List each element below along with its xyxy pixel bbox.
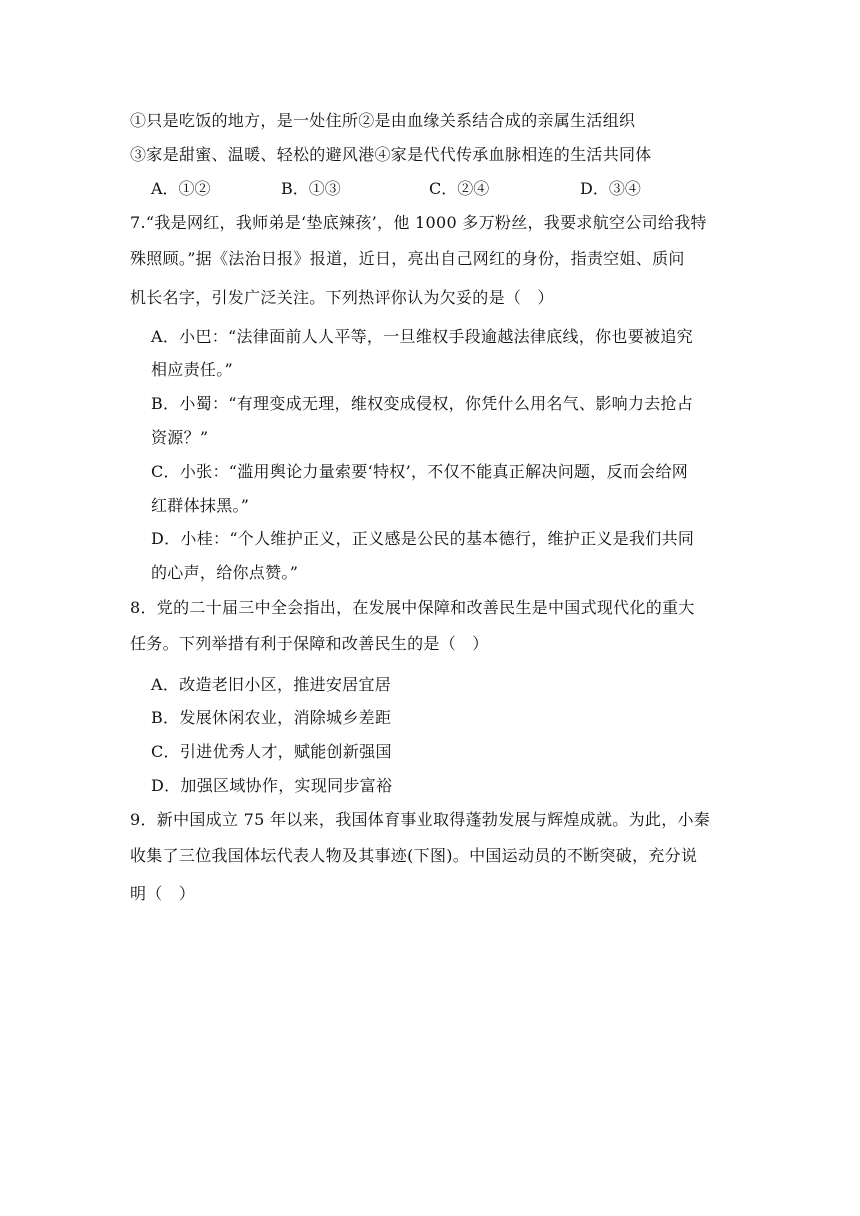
q7-option-c-line-2: 红群体抹黑。” — [151, 496, 250, 515]
q9-stem-line-3: 明（ ） — [130, 884, 196, 903]
q6-option-b[interactable]: B．①③ — [281, 179, 341, 198]
q9-stem-line-2: 收集了三位我国体坛代表人物及其事迹(下图)。中国运动员的不断突破，充分说 — [130, 846, 698, 865]
q6-option-a[interactable]: A．①② — [151, 179, 211, 198]
q7-option-d-line-2: 的心声，给你点赞。” — [151, 563, 299, 582]
q8-option-a[interactable]: A．改造老旧小区，推进安居宜居 — [151, 675, 392, 694]
q7-stem-line-3: 机长名字，引发广泛关注。下列热评你认为欠妥的是（ ） — [130, 288, 554, 307]
q8-option-b[interactable]: B．发展休闲农业，消除城乡差距 — [151, 708, 392, 727]
q8-stem-line-1: 8．党的二十届三中全会指出，在发展中保障和改善民生是中国式现代化的重大 — [130, 598, 695, 617]
q6-options — [151, 179, 711, 199]
q7-stem-line-2: 殊照顾。”据《法治日报》报道，近日，亮出自己网红的身份，指责空姐、质问 — [130, 249, 685, 268]
q7-option-a-line-2: 相应责任。” — [151, 360, 233, 379]
q8-option-d[interactable]: D．加强区域协作，实现同步富裕 — [151, 776, 393, 795]
q7-stem-line-1: 7.“我是网红，我师弟是‘垫底辣孩’，他 1000 多万粉丝，我要求航空公司给我特 — [130, 213, 707, 232]
q6-statement-line-2: ③家是甜蜜、温暖、轻松的避风港④家是代代传承血脉相连的生活共同体 — [130, 145, 652, 164]
q6-option-c[interactable]: C．②④ — [429, 179, 490, 198]
q8-option-c[interactable]: C．引进优秀人才，赋能创新强国 — [151, 742, 392, 761]
q7-option-d-line-1[interactable]: D．小桂：“个人维护正义，正义感是公民的基本德行，维护正义是我们共同 — [151, 529, 695, 548]
q7-option-b-line-2: 资源？” — [151, 428, 209, 447]
q7-option-a-line-1[interactable]: A．小巴：“法律面前人人平等，一旦维权手段逾越法律底线，你也要被追究 — [151, 327, 693, 346]
q9-stem-line-1: 9．新中国成立 75 年以来，我国体育事业取得蓬勃发展与辉煌成就。为此，小秦 — [130, 810, 711, 829]
q6-option-d[interactable]: D．③④ — [580, 179, 641, 198]
q7-option-c-line-1[interactable]: C．小张：“滥用舆论力量索要‘特权’，不仅不能真正解决问题，反而会给网 — [151, 462, 689, 481]
q8-stem-line-2: 任务。下列举措有利于保障和改善民生的是（ ） — [130, 634, 489, 653]
q6-statement-line-1: ①只是吃饭的地方，是一处住所②是由血缘关系结合成的亲属生活组织 — [130, 111, 636, 130]
q7-option-b-line-1[interactable]: B．小蜀：“有理变成无理，维权变成侵权，你凭什么用名气、影响力去抢占 — [151, 394, 694, 413]
